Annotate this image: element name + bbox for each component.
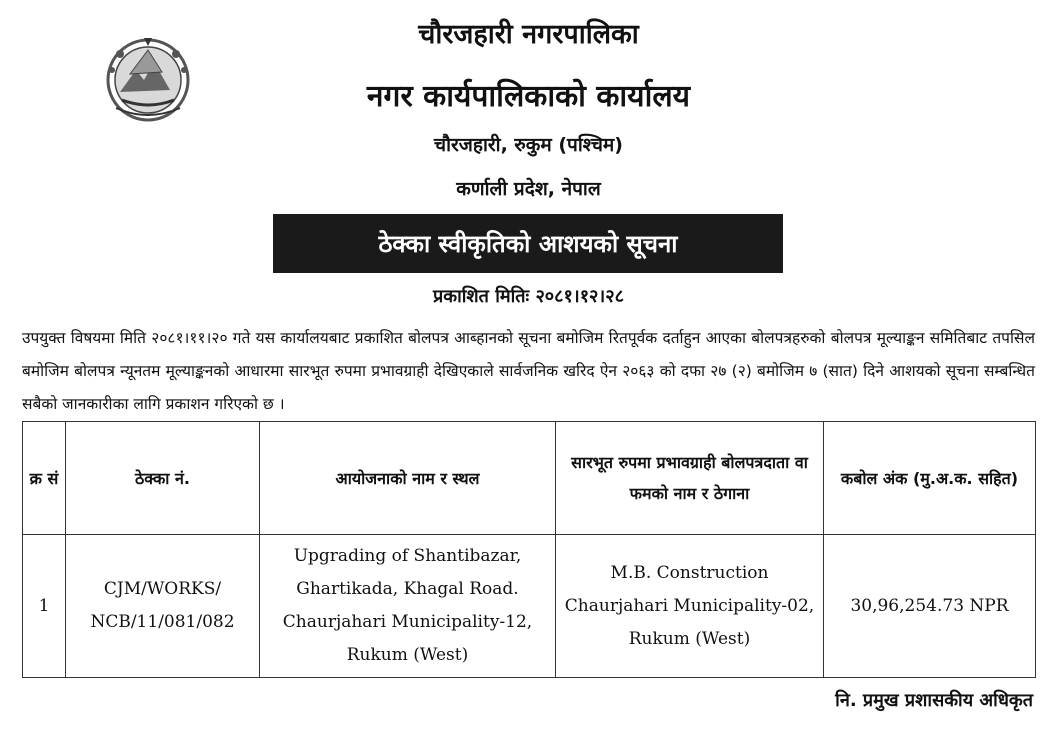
cell-contract-no: CJM/WORKS/ NCB/11/081/082 (66, 535, 260, 678)
header-sn: क्र सं (23, 422, 66, 535)
cell-bidder: M.B. Construction Chaurjahari Municipality-02, Rukum (West) (556, 535, 824, 678)
cell-sn: 1 (23, 535, 66, 678)
notice-body: उपयुक्त विषयमा मिति २०८१।११।२० गते यस कार्यालयबाट प्रकाशित बोलपत्र आब्हानको सूचना बमोजिम रितपूर्वक दर्ताहुन आएका बोलपत्रहरुको बोलपत्र मूल्याङ्कन समितिबाट तपसिल बमोजिम बोलपत्र न्यूनतम मूल्याङ्कनको आधारमा सारभूत रुपमा प्रभावग्राही देखिएकाले सार्वजनिक खरिद ऐन २०६३ को दफा २७ (२) बमोजिम ७ (सात) दिने आशयको सूचना सम्बन्धित सबैको जानकारीका लागि प्रकाशन गरिएको छ । (22, 329, 1035, 413)
header-bidder: सारभूत रुपमा प्रभावग्राही बोलपत्रदाता वा फमको नाम र ठेगाना (556, 422, 824, 535)
header-amount: कबोल अंक (मु.अ.क. सहित) (824, 422, 1036, 535)
municipality-name: चौरजहारी नगरपालिका (418, 19, 639, 50)
header-contract-no: ठेक्का नं. (66, 422, 260, 535)
office-address: चौरजहारी, रुकुम (पश्चिम) (434, 134, 623, 156)
table-header-row (23, 422, 1036, 535)
office-name: नगर कार्यपालिकाको कार्यालय (366, 79, 691, 114)
province-line: कर्णाली प्रदेश, नेपाल (456, 178, 601, 200)
signatory-title: नि. प्रमुख प्रशासकीय अधिकृत (835, 690, 1033, 711)
notice-title: ठेक्का स्वीकृतिको आशयको सूचना (378, 230, 678, 258)
cell-project: Upgrading of Shantibazar, Ghartikada, Khagal Road. Chaurjahari Municipality-12, Rukum (West) (260, 535, 556, 678)
table-row (23, 535, 1036, 678)
cell-amount: 30,96,254.73 NPR (824, 535, 1036, 678)
contract-table (22, 421, 1036, 678)
notice-title-banner (273, 214, 783, 273)
published-date: प्रकाशित मितिः २०८१।१२।२८ (433, 286, 624, 307)
header-project: आयोजनाको नाम र स्थल (260, 422, 556, 535)
